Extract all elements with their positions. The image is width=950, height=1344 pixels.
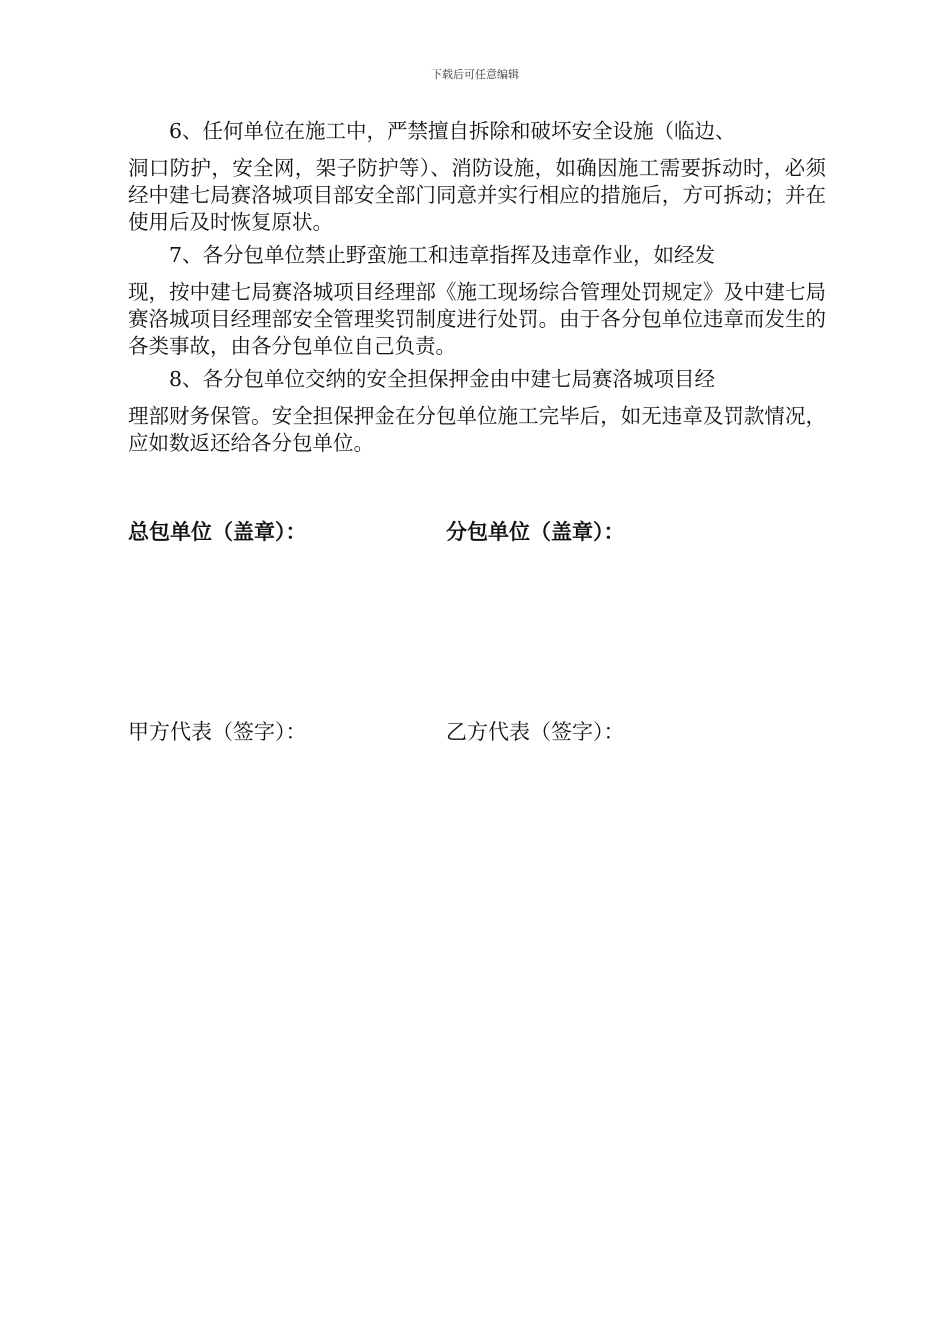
clause-7-first-line: 7、各分包单位禁止野蛮施工和违章指挥及违章作业，如经发: [169, 243, 716, 267]
general-contractor-seal-label: 总包单位（盖章）：: [128, 519, 307, 544]
page-header-note: 下载后可任意编辑: [431, 68, 519, 81]
clause-8-first-line: 8、各分包单位交纳的安全担保押金由中建七局赛洛城项目经: [169, 367, 716, 391]
party-b-representative-label: 乙方代表（签字）：: [446, 720, 625, 744]
subcontractor-seal-label: 分包单位（盖章）：: [446, 519, 625, 544]
clause-6-body: 洞口防护，安全网，架子防护等）、消防设施，如确因施工需要拆动时，必须经中建七局赛洛城项目部安全部门同意并实行相应的措施后，方可拆动；并在使用后及时恢复原状。: [128, 156, 826, 234]
clause-6-first-line: 6、任何单位在施工中，严禁擅自拆除和破坏安全设施（临边、: [169, 119, 736, 143]
clause-7-body: 现，按中建七局赛洛城项目经理部《施工现场综合管理处罚规定》及中建七局赛洛城项目经理部安全管理奖罚制度进行处罚。由于各分包单位违章而发生的各类事故，由各分包单位自己负责。: [128, 280, 826, 358]
clause-8-body: 理部财务保管。安全担保押金在分包单位施工完毕后，如无违章及罚款情况，应如数返还给各分包单位。: [128, 404, 826, 455]
party-a-representative-label: 甲方代表（签字）：: [128, 720, 307, 744]
